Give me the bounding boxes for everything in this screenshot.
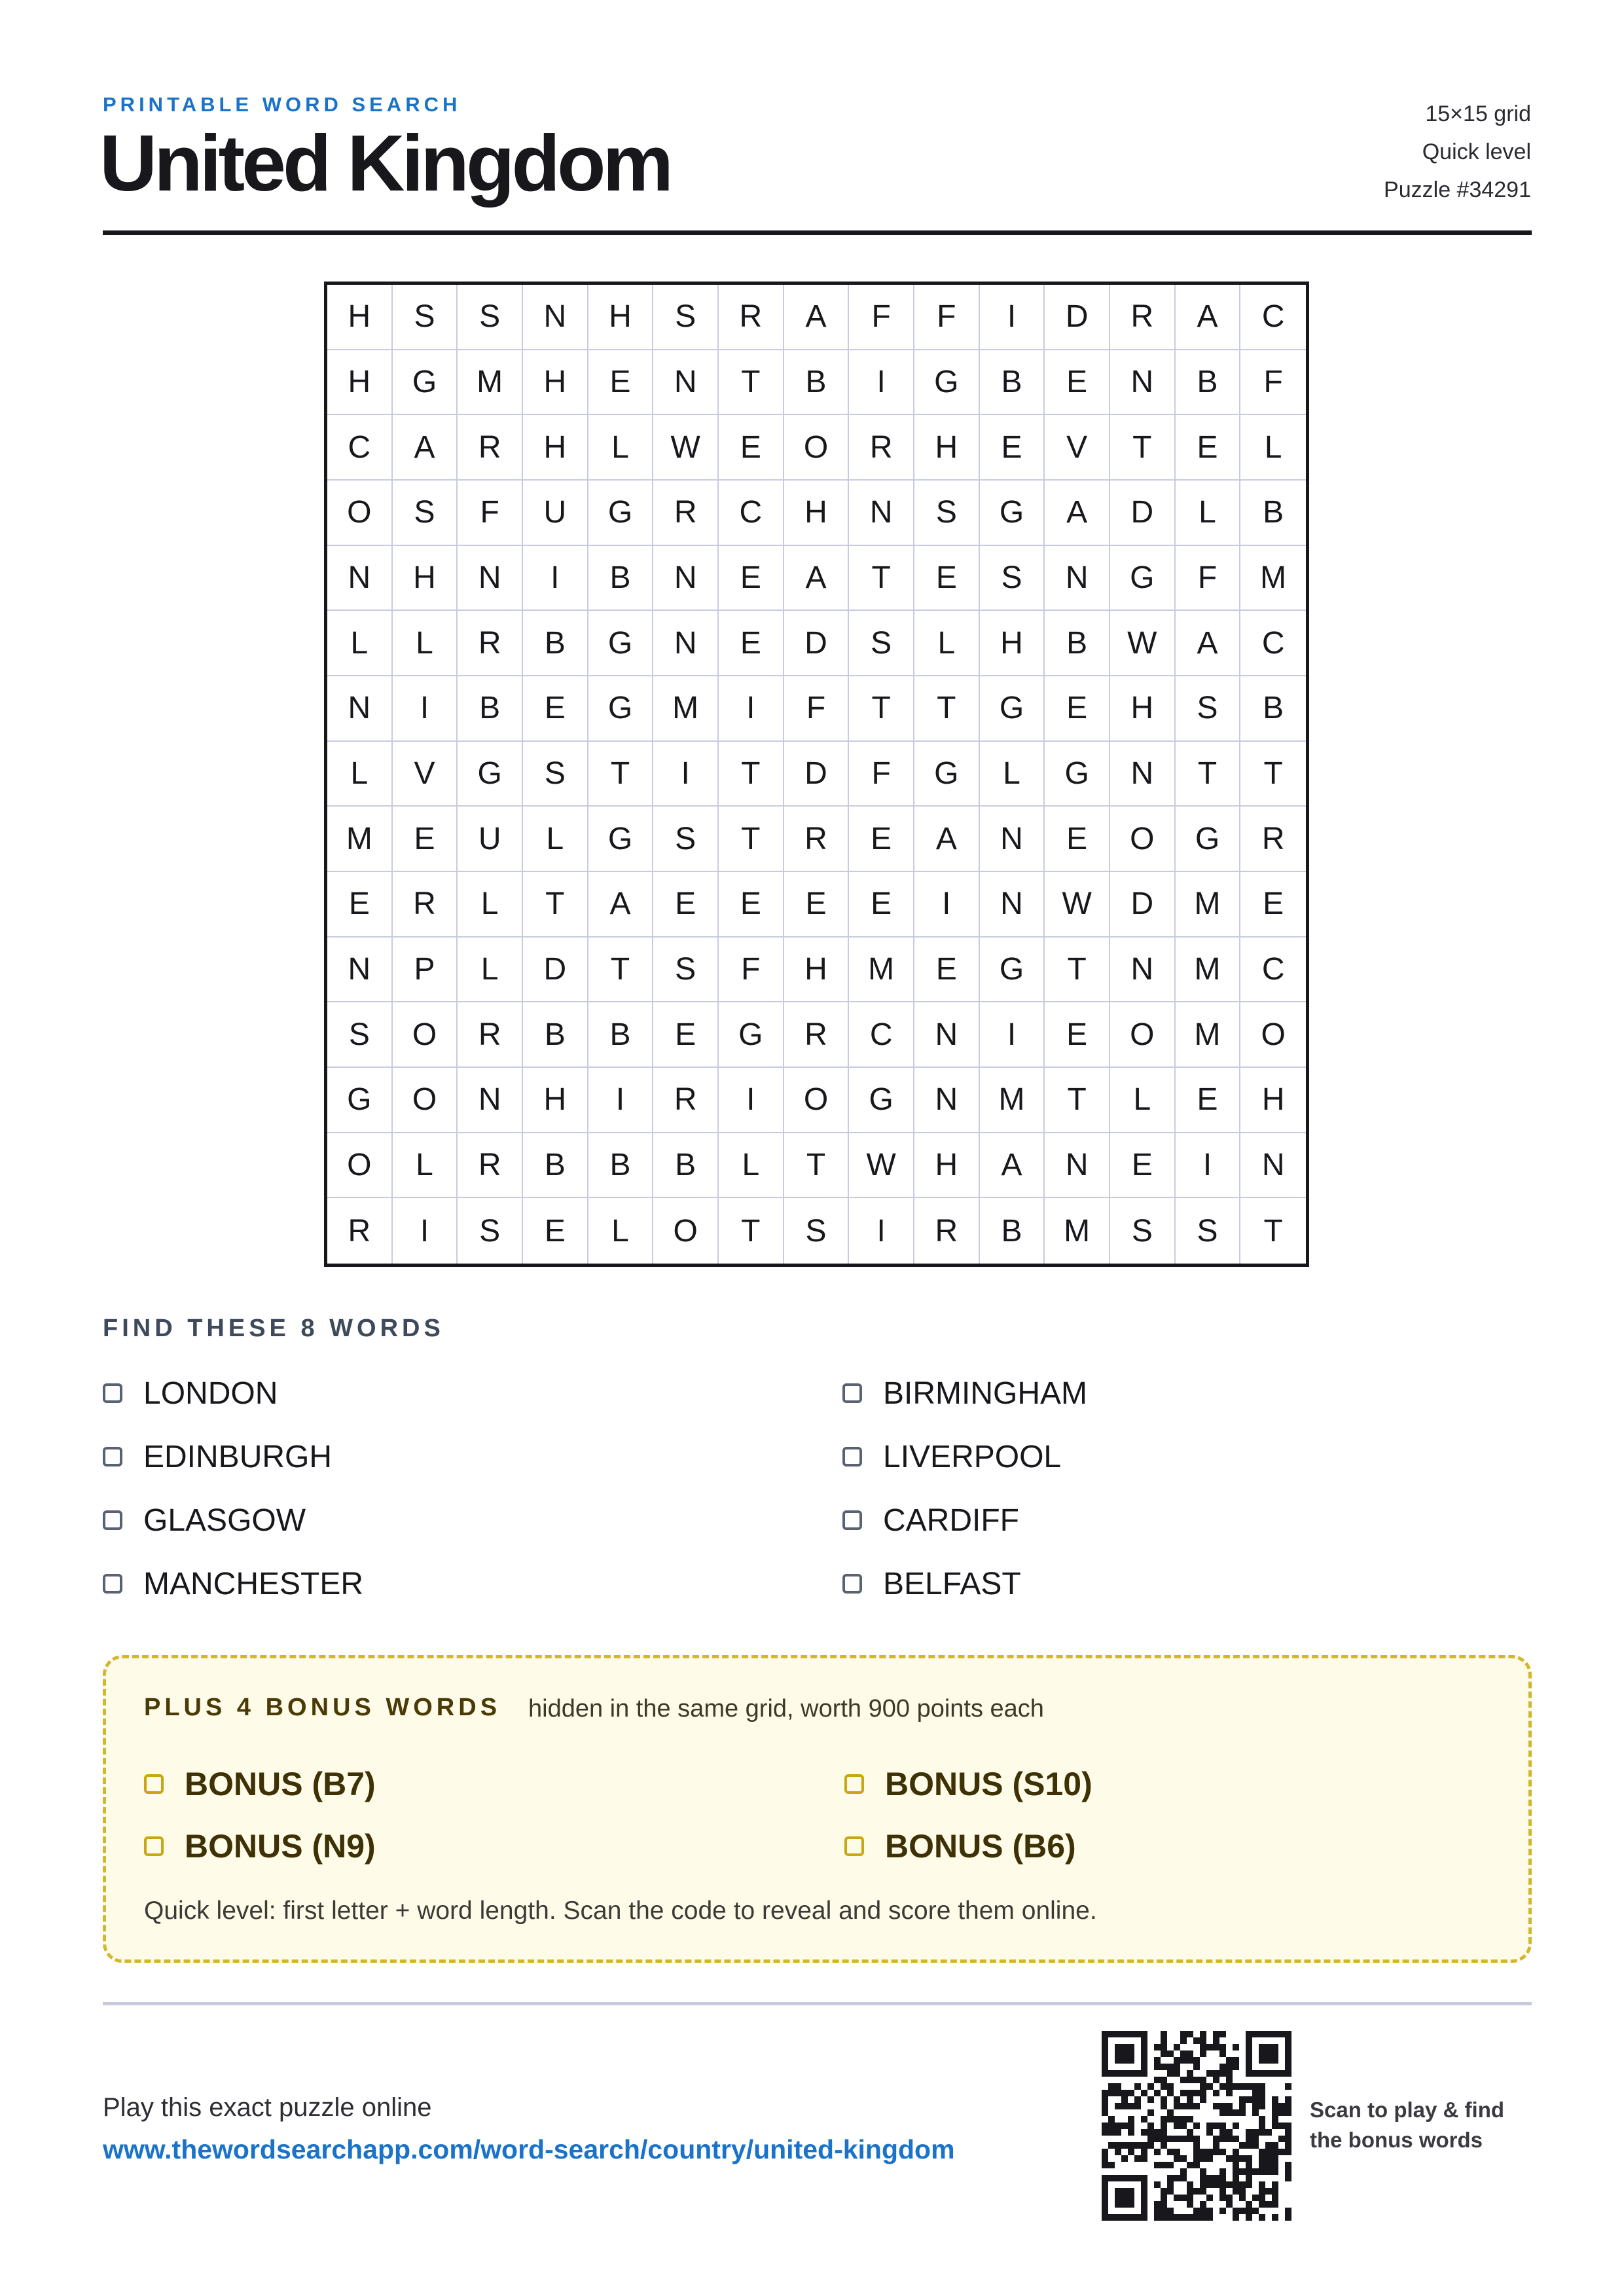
bonus-label: BONUS (B7): [185, 1766, 376, 1802]
word-label: EDINBURGH: [143, 1439, 333, 1474]
grid-cell[interactable]: H: [523, 415, 588, 481]
grid-cell[interactable]: N: [653, 350, 719, 416]
grid-cell[interactable]: E: [719, 415, 784, 481]
grid-cell[interactable]: N: [327, 938, 393, 1003]
grid-cell[interactable]: F: [458, 481, 523, 546]
grid-cell[interactable]: O: [393, 1002, 458, 1068]
grid-cell[interactable]: E: [849, 807, 914, 872]
grid-cell[interactable]: T: [523, 872, 588, 938]
grid-cell[interactable]: R: [849, 415, 914, 481]
grid-cell[interactable]: M: [1176, 938, 1241, 1003]
grid-cell[interactable]: D: [784, 611, 850, 676]
grid-cell[interactable]: A: [1176, 285, 1241, 350]
checkbox-icon[interactable]: [103, 1447, 122, 1467]
bonus-item[interactable]: [144, 1827, 376, 1866]
grid-cell[interactable]: R: [458, 611, 523, 676]
grid-cell[interactable]: B: [1240, 481, 1306, 546]
grid-cell[interactable]: C: [849, 1002, 914, 1068]
grid-cell[interactable]: E: [719, 546, 784, 611]
kicker: PRINTABLE WORD SEARCH: [103, 93, 461, 116]
grid-cell[interactable]: A: [784, 546, 850, 611]
grid-cell[interactable]: N: [1110, 938, 1176, 1003]
grid-cell[interactable]: T: [849, 676, 914, 742]
grid-cell[interactable]: L: [458, 872, 523, 938]
grid-cell[interactable]: E: [1045, 1002, 1110, 1068]
grid-cell[interactable]: W: [1045, 872, 1110, 938]
grid-cell[interactable]: A: [784, 285, 850, 350]
bonus-label: BONUS (B6): [885, 1828, 1076, 1865]
checkbox-icon[interactable]: [144, 1774, 164, 1794]
grid-cell[interactable]: G: [458, 742, 523, 807]
grid-cell[interactable]: L: [980, 742, 1045, 807]
grid-cell[interactable]: L: [1240, 415, 1306, 481]
grid-cell[interactable]: A: [1176, 611, 1241, 676]
grid-cell[interactable]: D: [523, 938, 588, 1003]
grid-cell[interactable]: G: [588, 611, 654, 676]
grid-cell[interactable]: L: [458, 938, 523, 1003]
grid-cell[interactable]: E: [914, 938, 980, 1003]
puzzle-number: Puzzle #34291: [1384, 177, 1531, 202]
grid-cell[interactable]: T: [1045, 938, 1110, 1003]
grid-cell[interactable]: I: [719, 676, 784, 742]
grid-cell[interactable]: O: [784, 415, 850, 481]
grid-cell[interactable]: C: [327, 415, 393, 481]
grid-cell[interactable]: F: [784, 676, 850, 742]
grid-cell[interactable]: G: [980, 938, 1045, 1003]
grid-cell[interactable]: L: [588, 415, 654, 481]
grid-cell[interactable]: B: [653, 1133, 719, 1199]
grid-cell[interactable]: R: [458, 1002, 523, 1068]
grid-cell[interactable]: G: [588, 676, 654, 742]
qr-caption: [1310, 2095, 1504, 2155]
grid-cell[interactable]: S: [393, 481, 458, 546]
grid-cell[interactable]: T: [719, 350, 784, 416]
checkbox-icon[interactable]: [842, 1447, 862, 1467]
grid-cell[interactable]: G: [1110, 546, 1176, 611]
grid-cell[interactable]: T: [588, 742, 654, 807]
grid-cell[interactable]: H: [784, 938, 850, 1003]
grid-cell[interactable]: B: [980, 350, 1045, 416]
grid-cell[interactable]: A: [1045, 481, 1110, 546]
grid-cell[interactable]: H: [523, 1068, 588, 1133]
grid-cell[interactable]: N: [1045, 1133, 1110, 1199]
grid-cell[interactable]: S: [914, 481, 980, 546]
grid-cell[interactable]: E: [1045, 676, 1110, 742]
grid-cell[interactable]: M: [327, 807, 393, 872]
grid-cell[interactable]: P: [393, 938, 458, 1003]
grid-cell[interactable]: I: [588, 1068, 654, 1133]
grid-cell[interactable]: U: [523, 481, 588, 546]
grid-cell[interactable]: C: [1240, 938, 1306, 1003]
grid-cell[interactable]: R: [458, 1133, 523, 1199]
grid-cell[interactable]: H: [327, 285, 393, 350]
grid-cell[interactable]: S: [523, 742, 588, 807]
bonus-item[interactable]: [844, 1827, 1076, 1866]
grid-cell[interactable]: G: [914, 742, 980, 807]
grid-cell[interactable]: E: [1110, 1133, 1176, 1199]
page-title: United Kingdom: [99, 118, 670, 208]
grid-cell[interactable]: E: [588, 350, 654, 416]
grid-cell[interactable]: E: [1240, 872, 1306, 938]
grid-cell[interactable]: A: [393, 415, 458, 481]
grid-cell[interactable]: M: [1045, 1198, 1110, 1264]
level: Quick level: [1422, 139, 1531, 164]
grid-cell[interactable]: E: [1045, 350, 1110, 416]
checkbox-icon[interactable]: [103, 1383, 122, 1403]
grid-cell[interactable]: S: [784, 1198, 850, 1264]
grid-cell[interactable]: M: [980, 1068, 1045, 1133]
grid-cell[interactable]: O: [393, 1068, 458, 1133]
bonus-note: Quick level: first letter + word length. Scan the code to reveal and score them online.: [144, 1897, 1097, 1925]
word-label: CARDIFF: [883, 1503, 1019, 1538]
bonus-box: [103, 1655, 1532, 1963]
grid-cell[interactable]: W: [849, 1133, 914, 1199]
grid-cell[interactable]: L: [523, 807, 588, 872]
grid-cell[interactable]: H: [980, 611, 1045, 676]
bonus-item[interactable]: [844, 1764, 1092, 1804]
grid-cell[interactable]: N: [458, 1068, 523, 1133]
footer-label: Play this exact puzzle online: [103, 2093, 432, 2122]
grid-cell[interactable]: T: [588, 938, 654, 1003]
grid-cell[interactable]: O: [327, 481, 393, 546]
grid-cell[interactable]: M: [1176, 1002, 1241, 1068]
grid-cell[interactable]: B: [523, 1002, 588, 1068]
grid-cell[interactable]: S: [1176, 1198, 1241, 1264]
grid-cell[interactable]: C: [719, 481, 784, 546]
grid-cell[interactable]: E: [980, 415, 1045, 481]
grid-cell[interactable]: R: [784, 1002, 850, 1068]
grid-cell[interactable]: I: [914, 872, 980, 938]
grid-cell[interactable]: I: [1176, 1133, 1241, 1199]
letter-grid: [324, 282, 1309, 1267]
word-item[interactable]: [103, 1501, 306, 1540]
word-label: LONDON: [143, 1376, 278, 1411]
grid-cell[interactable]: A: [980, 1133, 1045, 1199]
grid-cell[interactable]: T: [849, 546, 914, 611]
grid-cell[interactable]: F: [1240, 350, 1306, 416]
grid-cell[interactable]: R: [653, 481, 719, 546]
grid-cell[interactable]: R: [719, 285, 784, 350]
footer-divider: [103, 2002, 1532, 2005]
word-item[interactable]: [103, 1437, 332, 1476]
grid-cell[interactable]: R: [914, 1198, 980, 1264]
grid-cell[interactable]: N: [914, 1002, 980, 1068]
checkbox-icon[interactable]: [103, 1574, 122, 1594]
grid-cell[interactable]: G: [849, 1068, 914, 1133]
grid-cell[interactable]: B: [458, 676, 523, 742]
word-item[interactable]: [103, 1374, 278, 1413]
grid-cell[interactable]: B: [1045, 611, 1110, 676]
grid-cell[interactable]: S: [653, 285, 719, 350]
grid-cell[interactable]: V: [393, 742, 458, 807]
grid-cell[interactable]: E: [1045, 807, 1110, 872]
bonus-subheading: hidden in the same grid, worth 900 points each: [528, 1695, 1044, 1722]
grid-cell[interactable]: S: [458, 1198, 523, 1264]
grid-cell[interactable]: F: [849, 742, 914, 807]
grid-cell[interactable]: I: [980, 285, 1045, 350]
word-item[interactable]: [842, 1564, 1021, 1603]
grid-cell[interactable]: S: [393, 285, 458, 350]
grid-cell[interactable]: N: [458, 546, 523, 611]
grid-cell[interactable]: G: [588, 807, 654, 872]
grid-cell[interactable]: N: [327, 676, 393, 742]
grid-cell[interactable]: B: [588, 1002, 654, 1068]
grid-cell[interactable]: R: [1240, 807, 1306, 872]
qr-caption-line: the bonus words: [1310, 2128, 1483, 2152]
grid-cell[interactable]: O: [327, 1133, 393, 1199]
grid-size: 15×15 grid: [1425, 101, 1531, 126]
grid-cell[interactable]: A: [588, 872, 654, 938]
word-label: BELFAST: [883, 1566, 1021, 1601]
word-list: [103, 1374, 1532, 1622]
grid-cell[interactable]: L: [327, 611, 393, 676]
grid-cell[interactable]: B: [588, 1133, 654, 1199]
grid-cell[interactable]: T: [719, 1198, 784, 1264]
grid-cell[interactable]: S: [1176, 676, 1241, 742]
grid-cell[interactable]: D: [1045, 285, 1110, 350]
word-label: LIVERPOOL: [883, 1439, 1062, 1474]
grid-cell[interactable]: L: [914, 611, 980, 676]
grid-cell[interactable]: N: [849, 481, 914, 546]
grid-cell[interactable]: N: [1240, 1133, 1306, 1199]
grid-cell[interactable]: N: [1110, 742, 1176, 807]
grid-cell[interactable]: T: [1110, 415, 1176, 481]
grid-cell[interactable]: G: [1045, 742, 1110, 807]
grid-cell[interactable]: H: [327, 350, 393, 416]
grid-cell[interactable]: M: [653, 676, 719, 742]
grid-cell[interactable]: S: [653, 807, 719, 872]
grid-cell[interactable]: G: [980, 676, 1045, 742]
grid-cell[interactable]: L: [719, 1133, 784, 1199]
grid-cell[interactable]: G: [914, 350, 980, 416]
grid-cell[interactable]: N: [1110, 350, 1176, 416]
grid-cell[interactable]: F: [914, 285, 980, 350]
bonus-label: BONUS (S10): [885, 1766, 1092, 1802]
grid-cell[interactable]: N: [980, 872, 1045, 938]
grid-cell[interactable]: R: [458, 415, 523, 481]
grid-cell[interactable]: N: [1045, 546, 1110, 611]
grid-cell[interactable]: O: [653, 1198, 719, 1264]
puzzle-link[interactable]: www.thewordsearchapp.com/word-search/country/united-kingdom: [103, 2134, 955, 2164]
grid-cell[interactable]: O: [784, 1068, 850, 1133]
bonus-label: BONUS (N9): [185, 1828, 376, 1865]
grid-cell[interactable]: I: [849, 350, 914, 416]
checkbox-icon[interactable]: [842, 1574, 862, 1594]
grid-cell[interactable]: I: [523, 546, 588, 611]
grid-cell[interactable]: T: [719, 742, 784, 807]
grid-cell[interactable]: B: [1176, 350, 1241, 416]
grid-cell[interactable]: R: [1110, 285, 1176, 350]
grid-cell[interactable]: S: [458, 285, 523, 350]
grid-cell[interactable]: I: [393, 676, 458, 742]
grid-cell[interactable]: F: [719, 938, 784, 1003]
grid-cell[interactable]: E: [719, 611, 784, 676]
grid-cell[interactable]: O: [1110, 1002, 1176, 1068]
word-label: BIRMINGHAM: [883, 1376, 1087, 1411]
grid-cell[interactable]: W: [653, 415, 719, 481]
grid-cell[interactable]: G: [719, 1002, 784, 1068]
grid-cell[interactable]: E: [1176, 415, 1241, 481]
grid-cell[interactable]: R: [653, 1068, 719, 1133]
grid-cell[interactable]: M: [458, 350, 523, 416]
grid-cell[interactable]: E: [327, 872, 393, 938]
grid-cell[interactable]: N: [523, 285, 588, 350]
grid-cell[interactable]: U: [458, 807, 523, 872]
grid-cell[interactable]: T: [1176, 742, 1241, 807]
grid-cell[interactable]: S: [327, 1002, 393, 1068]
grid-cell[interactable]: G: [588, 481, 654, 546]
grid-cell[interactable]: B: [980, 1198, 1045, 1264]
grid-cell[interactable]: R: [393, 872, 458, 938]
grid-cell[interactable]: L: [393, 611, 458, 676]
grid-cell[interactable]: S: [849, 611, 914, 676]
grid-cell[interactable]: B: [1240, 676, 1306, 742]
grid-cell[interactable]: H: [784, 481, 850, 546]
grid-cell[interactable]: H: [914, 415, 980, 481]
grid-cell[interactable]: R: [327, 1198, 393, 1264]
grid-cell[interactable]: F: [849, 285, 914, 350]
grid-cell[interactable]: B: [784, 350, 850, 416]
grid-cell[interactable]: R: [784, 807, 850, 872]
checkbox-icon[interactable]: [144, 1836, 164, 1856]
grid-cell[interactable]: E: [784, 872, 850, 938]
grid-cell[interactable]: O: [1240, 1002, 1306, 1068]
grid-cell[interactable]: E: [719, 872, 784, 938]
grid-cell[interactable]: M: [1240, 546, 1306, 611]
qr-code[interactable]: [1102, 2031, 1291, 2221]
grid-cell[interactable]: C: [1240, 611, 1306, 676]
grid-cell[interactable]: L: [393, 1133, 458, 1199]
grid-cell[interactable]: E: [393, 807, 458, 872]
grid-cell[interactable]: V: [1045, 415, 1110, 481]
grid-cell[interactable]: I: [393, 1198, 458, 1264]
grid-cell[interactable]: E: [849, 872, 914, 938]
grid-cell[interactable]: T: [1263, 1213, 1283, 1248]
bonus-item[interactable]: [144, 1764, 376, 1804]
checkbox-icon[interactable]: [842, 1510, 862, 1530]
grid-cell[interactable]: H: [1110, 676, 1176, 742]
grid-cell[interactable]: I: [719, 1068, 784, 1133]
checkbox-icon[interactable]: [842, 1383, 862, 1403]
grid-cell[interactable]: G: [327, 1068, 393, 1133]
qr-caption-line: Scan to play & find: [1310, 2098, 1505, 2122]
grid-cell[interactable]: O: [1110, 807, 1176, 872]
grid-cell[interactable]: G: [980, 481, 1045, 546]
grid-cell[interactable]: I: [980, 1002, 1045, 1068]
grid-cell[interactable]: S: [653, 938, 719, 1003]
grid-cell[interactable]: N: [914, 1068, 980, 1133]
puzzle-meta: [1384, 95, 1531, 209]
grid-cell[interactable]: H: [393, 546, 458, 611]
grid-cell[interactable]: N: [653, 611, 719, 676]
grid-cell[interactable]: T: [719, 807, 784, 872]
grid-cell[interactable]: H: [523, 350, 588, 416]
word-label: MANCHESTER: [143, 1566, 364, 1601]
bonus-heading: PLUS 4 BONUS WORDS: [144, 1694, 501, 1721]
grid-cell[interactable]: H: [1240, 1068, 1306, 1133]
grid-cell[interactable]: G: [393, 350, 458, 416]
grid-cell[interactable]: N: [653, 546, 719, 611]
grid-cell[interactable]: I: [849, 1198, 914, 1264]
grid-cell[interactable]: H: [588, 285, 654, 350]
grid-cell[interactable]: H: [914, 1133, 980, 1199]
word-item[interactable]: [103, 1564, 363, 1603]
grid-cell[interactable]: D: [1110, 481, 1176, 546]
grid-cell[interactable]: A: [914, 807, 980, 872]
grid-cell[interactable]: T: [1045, 1068, 1110, 1133]
grid-cell[interactable]: N: [980, 807, 1045, 872]
grid-cell[interactable]: L: [1176, 481, 1241, 546]
checkbox-icon[interactable]: [844, 1774, 864, 1794]
grid-cell[interactable]: M: [849, 938, 914, 1003]
checkbox-icon[interactable]: [844, 1836, 864, 1856]
grid-cell[interactable]: E: [1176, 1068, 1241, 1133]
grid-cell[interactable]: E: [653, 872, 719, 938]
grid-cell[interactable]: L: [1110, 1068, 1176, 1133]
grid-cell[interactable]: B: [523, 1133, 588, 1199]
grid-cell[interactable]: B: [588, 546, 654, 611]
word-item[interactable]: [842, 1374, 1087, 1413]
grid-cell[interactable]: I: [653, 742, 719, 807]
grid-cell[interactable]: F: [1176, 546, 1241, 611]
word-item[interactable]: [842, 1501, 1019, 1540]
grid-cell[interactable]: N: [327, 546, 393, 611]
grid-cell[interactable]: B: [523, 611, 588, 676]
grid-cell[interactable]: S: [1110, 1198, 1176, 1264]
word-list-heading: FIND THESE 8 WORDS: [103, 1315, 444, 1342]
grid-cell[interactable]: T: [784, 1133, 850, 1199]
checkbox-icon[interactable]: [103, 1510, 122, 1530]
word-label: GLASGOW: [143, 1503, 306, 1538]
grid-cell[interactable]: E: [914, 546, 980, 611]
grid-cell[interactable]: T: [1240, 742, 1306, 807]
grid-cell[interactable]: D: [1110, 872, 1176, 938]
grid-cell[interactable]: L: [327, 742, 393, 807]
grid-cell[interactable]: E: [523, 1198, 588, 1264]
grid-cell[interactable]: E: [523, 676, 588, 742]
grid-cell[interactable]: W: [1110, 611, 1176, 676]
grid-cell[interactable]: L: [588, 1198, 654, 1264]
grid-cell[interactable]: T: [914, 676, 980, 742]
grid-cell[interactable]: D: [784, 742, 850, 807]
header-divider: [103, 230, 1532, 235]
grid-cell[interactable]: C: [1240, 285, 1306, 350]
grid-cell[interactable]: M: [1176, 872, 1241, 938]
grid-cell[interactable]: S: [980, 546, 1045, 611]
grid-cell[interactable]: G: [1176, 807, 1241, 872]
word-item[interactable]: [842, 1437, 1061, 1476]
grid-cell[interactable]: E: [653, 1002, 719, 1068]
